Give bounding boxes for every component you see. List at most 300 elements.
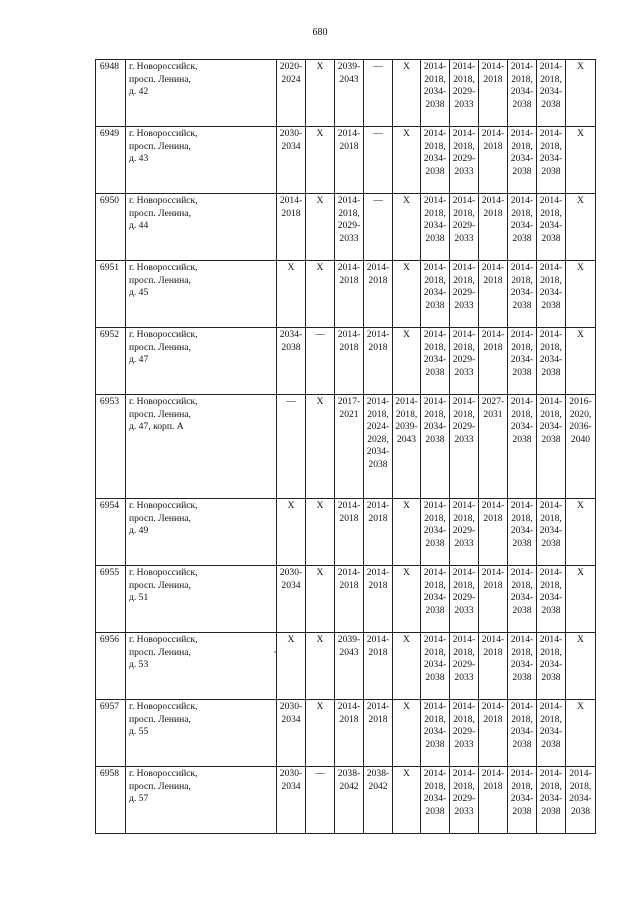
period-line: 2034- (423, 659, 447, 671)
period-line: X (577, 262, 584, 273)
period-cell (393, 261, 421, 328)
period-cell (421, 767, 450, 834)
period-cell (537, 127, 566, 194)
period-line: 2034- (423, 86, 447, 98)
period-line: 2014- (423, 768, 447, 779)
period-cell (421, 633, 450, 700)
period-line: 2038 (425, 165, 445, 177)
period-line: 2029- (452, 726, 476, 738)
row-number: 6958 (96, 767, 126, 834)
period-line: 2018 (339, 579, 359, 591)
period-line: 2014- (452, 262, 476, 273)
row-number: 6957 (96, 700, 126, 767)
period-cell (508, 566, 537, 633)
period-line: 2014- (452, 61, 476, 72)
period-cell (306, 60, 335, 127)
period-cell (277, 395, 306, 499)
period-line: 2014- (452, 500, 476, 511)
period-line: X (577, 500, 584, 511)
period-line: 2034- (539, 287, 563, 299)
period-line: 2034- (510, 659, 534, 671)
period-line: 2034- (539, 354, 563, 366)
period-cell (277, 194, 306, 261)
period-cell (450, 700, 479, 767)
row-number: 6949 (96, 127, 126, 194)
period-cell (306, 566, 335, 633)
period-line: 2038 (541, 433, 561, 445)
period-cell (421, 60, 450, 127)
period-line: 2018, (453, 646, 475, 658)
period-line: 2030- (279, 768, 303, 779)
period-line: 2014- (539, 634, 563, 645)
period-line: 2034- (423, 592, 447, 604)
period-line: 2038 (541, 98, 561, 110)
period-line: 2034- (510, 86, 534, 98)
period-line: 2018, (540, 646, 562, 658)
table-row (96, 566, 596, 633)
table-row (96, 633, 596, 700)
period-line: X (577, 567, 584, 578)
period-line: 2034- (366, 446, 390, 458)
period-line: 2038 (281, 341, 301, 353)
period-line: 2017- (337, 396, 361, 407)
period-line: 2014- (337, 500, 361, 511)
period-cell (393, 566, 421, 633)
period-line: 2033 (454, 98, 474, 110)
period-cell (537, 328, 566, 395)
period-line: 2014- (366, 701, 390, 712)
period-line: 2034- (510, 354, 534, 366)
period-line: 2018, (424, 207, 446, 219)
row-number: 6954 (96, 499, 126, 566)
period-line: 2014- (337, 701, 361, 712)
period-line: — (315, 329, 325, 340)
period-line: 2018 (368, 274, 388, 286)
period-line: 2014- (539, 701, 563, 712)
row-number: 6952 (96, 328, 126, 395)
period-line: 2014- (539, 567, 563, 578)
period-line: 2014- (481, 262, 505, 273)
period-line: 2034- (423, 421, 447, 433)
period-line: 2029- (452, 220, 476, 232)
period-cell (335, 127, 364, 194)
period-cell (566, 700, 596, 767)
period-line: 2018, (511, 646, 533, 658)
period-line: X (287, 634, 295, 645)
period-line: 2018, (511, 207, 533, 219)
period-line: 2028, (367, 433, 389, 445)
period-line: X (403, 61, 410, 72)
period-line: 2034- (279, 329, 303, 340)
period-line: 2038 (425, 232, 445, 244)
table-row (96, 194, 596, 261)
period-cell (277, 767, 306, 834)
address-cell (126, 566, 277, 633)
address-line: д. 55 (129, 726, 149, 738)
period-line: 2038- (366, 768, 390, 779)
address-line: д. 47, корп. А (129, 421, 184, 433)
table-row (96, 60, 596, 127)
address-line: г. Новороссийск, (129, 396, 198, 407)
period-line: X (577, 128, 584, 139)
period-line: 2020, (569, 408, 592, 420)
period-line: 2018, (511, 579, 533, 591)
period-cell (393, 633, 421, 700)
period-line: 2038 (425, 98, 445, 110)
period-line: 2014- (337, 128, 361, 139)
period-cell (479, 328, 508, 395)
period-line: 2014- (366, 329, 390, 340)
period-cell (306, 194, 335, 261)
period-line: 2014- (423, 329, 447, 340)
period-line: 2038- (337, 768, 361, 779)
period-line: 2038 (541, 805, 561, 817)
period-line: 2018, (453, 579, 475, 591)
period-cell (335, 566, 364, 633)
period-line: 2033 (454, 604, 474, 616)
period-cell (393, 194, 421, 261)
period-cell (537, 499, 566, 566)
period-line: 2039- (337, 634, 361, 645)
period-cell (566, 633, 596, 700)
period-cell (393, 127, 421, 194)
period-line: 2014- (423, 61, 447, 72)
period-line: X (577, 195, 584, 206)
period-line: 2018, (511, 140, 533, 152)
period-line: 2014- (481, 500, 505, 511)
period-line: 2038 (512, 537, 532, 549)
stray-mark: , (274, 645, 276, 654)
period-cell (277, 60, 306, 127)
period-line: 2038 (512, 299, 532, 311)
period-line: 2018 (368, 579, 388, 591)
period-cell (421, 328, 450, 395)
period-line: 2038 (512, 232, 532, 244)
period-line: X (316, 701, 324, 712)
period-line: 2029- (452, 354, 476, 366)
period-line: 2038 (425, 738, 445, 750)
period-line: 2039- (337, 61, 361, 72)
period-line: 2038 (570, 805, 591, 817)
period-cell (450, 127, 479, 194)
address-line: д. 53 (129, 659, 149, 671)
period-cell (508, 127, 537, 194)
period-cell (277, 633, 306, 700)
address-line: д. 45 (129, 287, 149, 299)
period-line: 2018, (453, 207, 475, 219)
address-line: г. Новороссийск, (129, 500, 198, 511)
period-line: 2034- (539, 793, 563, 805)
address-cell (126, 499, 277, 566)
period-line: X (403, 262, 410, 273)
period-line: X (577, 701, 584, 712)
period-cell (364, 633, 393, 700)
period-line: 2014- (481, 329, 505, 340)
period-line: 2030- (279, 567, 303, 578)
period-line: X (577, 634, 584, 645)
period-cell (450, 395, 479, 499)
period-line: 2014- (423, 262, 447, 273)
period-cell (364, 566, 393, 633)
period-line: 2034- (539, 220, 563, 232)
period-line: X (403, 701, 410, 712)
address-line: г. Новороссийск, (129, 329, 198, 340)
period-cell (364, 60, 393, 127)
period-line: 2033 (454, 433, 474, 445)
period-line: 2018, (540, 713, 562, 725)
period-line: 2029- (452, 86, 476, 98)
period-cell (364, 499, 393, 566)
period-cell (306, 700, 335, 767)
period-line: 2038 (541, 738, 561, 750)
period-line: 2014- (510, 61, 534, 72)
period-line: 2018 (368, 341, 388, 353)
period-line: 2014- (510, 262, 534, 273)
period-cell (306, 127, 335, 194)
period-cell (421, 194, 450, 261)
period-cell (566, 194, 596, 261)
period-line: 2018, (395, 408, 418, 420)
period-line: 2014- (452, 701, 476, 712)
address-cell (126, 194, 277, 261)
period-cell (450, 499, 479, 566)
period-line: 2043 (396, 433, 417, 445)
period-line: 2038 (541, 671, 561, 683)
period-cell (479, 633, 508, 700)
period-line: 2018, (453, 274, 475, 286)
period-line: 2034- (510, 726, 534, 738)
period-cell (479, 261, 508, 328)
period-line: 2034- (539, 153, 563, 165)
period-cell (335, 60, 364, 127)
period-line: X (316, 396, 324, 407)
period-cell (566, 127, 596, 194)
period-line: 2014- (539, 500, 563, 511)
period-line: X (287, 500, 295, 511)
period-cell (277, 328, 306, 395)
period-line: 2018 (483, 579, 503, 591)
period-line: 2033 (454, 805, 474, 817)
period-line: 2014- (423, 634, 447, 645)
period-cell (335, 328, 364, 395)
period-line: X (403, 128, 410, 139)
period-line: 2034 (281, 780, 301, 792)
period-line: 2018, (338, 207, 360, 219)
period-line: 2014- (481, 128, 505, 139)
period-line: 2018, (511, 274, 533, 286)
period-line: 2018 (368, 646, 388, 658)
period-cell (450, 60, 479, 127)
period-cell (306, 395, 335, 499)
period-cell (566, 499, 596, 566)
address-line: д. 51 (129, 592, 149, 604)
period-line: 2018 (281, 207, 301, 219)
period-line: 2014- (510, 128, 534, 139)
period-line: X (403, 195, 410, 206)
row-number: 6955 (96, 566, 126, 633)
period-cell (335, 767, 364, 834)
period-line: 2018 (339, 341, 359, 353)
period-line: 2018, (453, 512, 475, 524)
address-line: просп. Ленина, (129, 408, 191, 420)
period-cell (306, 767, 335, 834)
period-line: X (403, 768, 410, 779)
period-line: 2034- (423, 354, 447, 366)
period-line: 2031 (483, 408, 503, 420)
period-line: 2042 (368, 780, 388, 792)
period-line: 2014- (452, 329, 476, 340)
period-line: 2018 (339, 512, 359, 524)
period-line: 2018, (424, 408, 446, 420)
period-line: — (373, 61, 383, 72)
address-line: д. 49 (129, 525, 149, 537)
period-line: 2033 (339, 232, 359, 244)
period-cell (450, 633, 479, 700)
period-line: 2038 (512, 738, 532, 750)
address-line: г. Новороссийск, (129, 128, 198, 139)
period-line: 2018, (424, 274, 446, 286)
period-line: 2018 (483, 713, 503, 725)
row-number: 6950 (96, 194, 126, 261)
period-cell (537, 60, 566, 127)
period-line: 2038 (425, 671, 445, 683)
period-line: 2034- (539, 86, 563, 98)
period-cell (537, 395, 566, 499)
address-line: просп. Ленина, (129, 713, 191, 725)
address-line: д. 44 (129, 220, 149, 232)
period-line: 2014- (279, 195, 303, 206)
period-cell (537, 700, 566, 767)
period-line: 2018, (424, 579, 446, 591)
period-cell (508, 499, 537, 566)
period-cell (364, 328, 393, 395)
period-line: 2020- (279, 61, 303, 72)
address-line: просп. Ленина, (129, 579, 191, 591)
period-line: 2038 (541, 299, 561, 311)
address-line: просп. Ленина, (129, 780, 191, 792)
period-line: 2038 (425, 299, 445, 311)
period-line: 2038 (512, 433, 532, 445)
address-line: д. 57 (129, 793, 149, 805)
period-line: 2014- (510, 195, 534, 206)
address-line: просп. Ленина, (129, 274, 191, 286)
period-line: X (403, 500, 410, 511)
period-line: 2034 (281, 140, 301, 152)
period-line: 2014- (539, 61, 563, 72)
period-cell (508, 328, 537, 395)
period-line: 2029- (452, 287, 476, 299)
period-line: 2038 (425, 366, 445, 378)
period-line: 2014- (337, 567, 361, 578)
address-cell (126, 60, 277, 127)
period-line: 2018 (483, 73, 503, 85)
period-line: 2014- (539, 329, 563, 340)
address-line: просп. Ленина, (129, 646, 191, 658)
period-line: 2014- (510, 634, 534, 645)
period-line: 2038 (512, 366, 532, 378)
period-cell (306, 261, 335, 328)
address-cell (126, 633, 277, 700)
period-line: 2014- (423, 396, 447, 407)
period-line: 2014- (569, 768, 592, 779)
period-line: 2014- (452, 567, 476, 578)
address-line: г. Новороссийск, (129, 262, 198, 273)
period-line: 2014- (395, 396, 418, 407)
address-line: г. Новороссийск, (129, 567, 198, 578)
period-line: 2018, (453, 780, 475, 792)
period-line: 2029- (452, 525, 476, 537)
period-line: 2029- (452, 592, 476, 604)
period-line: 2018 (483, 207, 503, 219)
row-number: 6953 (96, 395, 126, 499)
table-row (96, 499, 596, 566)
period-cell (479, 60, 508, 127)
period-line: 2014- (481, 567, 505, 578)
period-line: 2034- (539, 592, 563, 604)
address-line: д. 47 (129, 354, 149, 366)
period-cell (364, 767, 393, 834)
period-cell (450, 566, 479, 633)
period-cell (566, 566, 596, 633)
period-cell (566, 395, 596, 499)
period-line: 2018, (511, 780, 533, 792)
address-line: просп. Ленина, (129, 207, 191, 219)
period-line: 2018, (424, 512, 446, 524)
table-row (96, 261, 596, 328)
period-line: 2038 (541, 604, 561, 616)
address-line: г. Новороссийск, (129, 195, 198, 206)
period-line: 2018 (368, 512, 388, 524)
table-row (96, 328, 596, 395)
address-line: д. 43 (129, 153, 149, 165)
period-line: — (373, 195, 383, 206)
period-cell (537, 566, 566, 633)
period-line: 2014- (337, 195, 361, 206)
period-line: 2034- (539, 659, 563, 671)
period-cell (364, 395, 393, 499)
period-line: 2038 (512, 604, 532, 616)
period-line: 2034- (423, 525, 447, 537)
period-line: 2016- (569, 396, 592, 407)
period-cell (450, 261, 479, 328)
period-cell (450, 194, 479, 261)
period-line: 2018 (483, 140, 503, 152)
period-line: 2018 (483, 646, 503, 658)
period-line: 2043 (339, 73, 359, 85)
period-line: 2018, (540, 73, 562, 85)
period-line: 2018, (453, 140, 475, 152)
period-line: 2038 (512, 165, 532, 177)
period-line: 2034- (539, 421, 563, 433)
period-line: 2018, (569, 780, 592, 792)
period-line: 2018, (453, 713, 475, 725)
period-line: 2018, (424, 73, 446, 85)
row-number: 6951 (96, 261, 126, 328)
period-line: 2014- (539, 128, 563, 139)
period-line: 2014- (366, 396, 390, 407)
period-cell (364, 700, 393, 767)
period-line: 2018 (483, 341, 503, 353)
period-cell (566, 767, 596, 834)
period-line: 2018, (511, 341, 533, 353)
period-line: 2018, (424, 341, 446, 353)
period-line: 2014- (452, 195, 476, 206)
period-line: X (287, 262, 295, 273)
period-line: 2018 (483, 512, 503, 524)
row-number: 6948 (96, 60, 126, 127)
period-line: 2014- (510, 396, 534, 407)
period-line: 2038 (541, 165, 561, 177)
